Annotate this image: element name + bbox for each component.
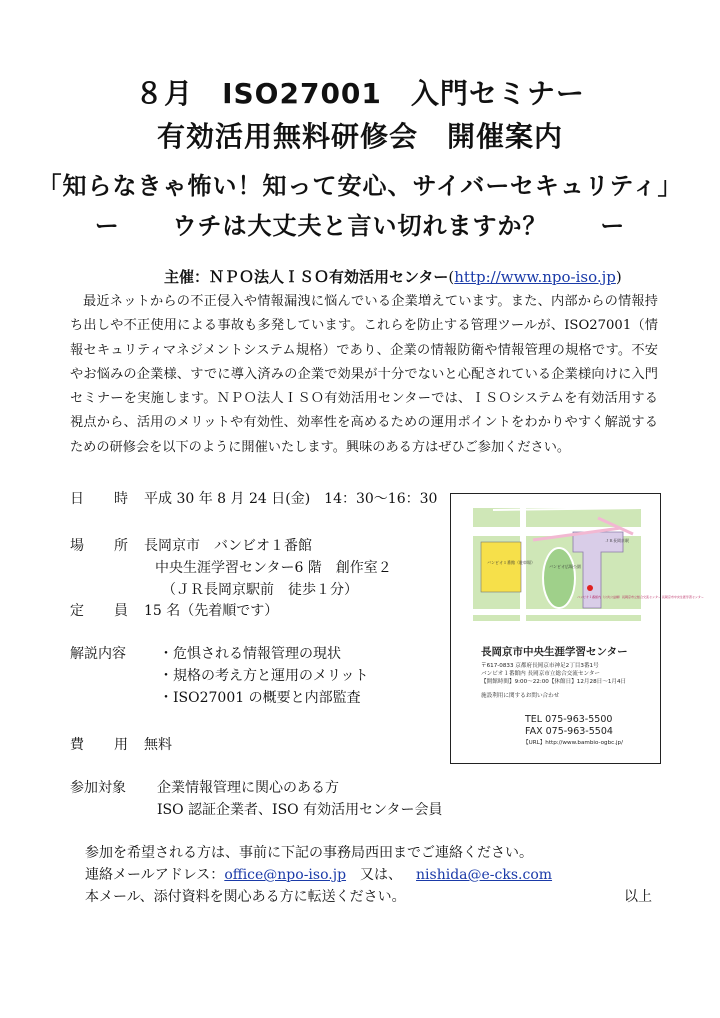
map-label-bambio2: バンビオ広場公園 xyxy=(549,564,581,569)
mail-link-office[interactable]: office@npo-iso.jp xyxy=(224,867,347,883)
title-line-2: 有効活用無料研修会 開催案内 xyxy=(156,120,563,153)
venue-info xyxy=(481,644,628,747)
fee-row xyxy=(70,734,172,754)
place-row xyxy=(70,535,312,555)
place-line-1: 長岡京市 バンビオ１番館 xyxy=(144,538,312,554)
date-label: 日 時 xyxy=(70,491,136,507)
place-line-2: 中央生涯学習センター6 階 創作室２ xyxy=(155,560,392,576)
content-item: ・規格の考え方と運用のメリット xyxy=(159,668,369,684)
mail-label: 連絡メールアドレス： xyxy=(85,867,225,883)
question-text: ウチは大丈夫と言い切れますか？ xyxy=(172,212,548,240)
date-row xyxy=(70,488,438,508)
target-row xyxy=(70,777,144,797)
capacity-value: 15 名（先着順です） xyxy=(144,603,279,619)
fee-label: 費 用 xyxy=(70,737,136,753)
footer-contact xyxy=(85,864,552,884)
venue-map-card xyxy=(450,493,704,764)
venue-title: 長岡京市中央生涯学習センター xyxy=(481,646,628,658)
map-label-jr-station: ＪＲ長岡京駅 xyxy=(605,538,629,543)
venue-building: バンビオ１番館内 長岡京市立総合交流センター xyxy=(481,671,601,677)
footer-request: 参加を希望される方は、事前に下記の事務局西田までご連絡ください。 xyxy=(85,845,533,861)
target-line-2: ISO 認証企業者、ISO 有効活用センター会員 xyxy=(157,802,443,818)
capacity-label: 定 員 xyxy=(70,603,136,619)
subtitle-catchphrase: 「知らなきゃ怖い！知って安心、サイバーセキュリティ」 xyxy=(37,172,683,200)
intro-paragraph: 最近ネットからの不正侵入や情報漏洩に悩んでいる企業増えています。また、内部からの情報持ち出しや不正使用による事故も多発しています。これらを防止する管理ツールが、ISO27001（情報セキュリティマネジメントシステム規格）であり、企業の情報防衛や情報管理の規格です。不安やお悩みの企業様、すでに導入済みの企業で効果が十分でないと心配されている企業様向けに入門セミナーを実施します。ＮＰＯ法人ＩＳＯ有効活用センターでは、ＩＳＯシステムを有効活用する視点から、活用のメリットや有効性、効率性を高めるための運用ポイントをわかりやすく解説するための研修会を以下のように開催いたします。興味のある方はぜひご参加ください。 xyxy=(70,294,658,455)
mail-link-nishida[interactable]: nishida@e-cks.com xyxy=(416,867,553,883)
date-value: 平成 30 年 8 月 24 日(金) 14：30〜16：30 xyxy=(144,491,438,507)
mail-separator: 又は、 xyxy=(360,867,403,883)
paren-close: ) xyxy=(615,268,622,286)
subtitle-question xyxy=(0,206,720,241)
venue-url: 【URL】http://www.bambio-ogbc.jp/ xyxy=(523,740,623,746)
title-line-1: ８月 ISO27001 入門セミナー xyxy=(135,77,585,110)
fee-value: 無料 xyxy=(144,737,172,753)
organizer-url-link[interactable]: http://www.npo-iso.jp xyxy=(454,268,616,286)
place-label: 場 所 xyxy=(70,538,136,554)
capacity-row xyxy=(70,600,279,620)
content-item: ・危惧される情報管理の現状 xyxy=(159,646,341,662)
venue-hours: 【開館時間】9:00〜22:00【休館日】12月28日〜1月4日 xyxy=(481,679,627,685)
paren-open: ( xyxy=(448,268,455,286)
map-svg xyxy=(473,508,704,621)
place-line-3: （ＪＲ長岡京駅前 徒歩１分） xyxy=(162,582,358,598)
footer-forward: 本メール、添付資料を関心ある方に転送ください。 xyxy=(85,889,406,905)
end-mark: 以上 xyxy=(624,889,652,905)
venue-inquiry: 施設利用に関するお問い合わせ xyxy=(481,693,560,699)
target-line-1: 企業情報管理に関心のある方 xyxy=(157,780,339,796)
venue-fax: FAX 075-963-5504 xyxy=(525,726,613,737)
map-label-center: バンビオ１番館内（公共公益棟）長岡京市立総合交流センター 長岡京市中央生涯学習センター xyxy=(577,595,704,599)
dash-left: ー xyxy=(94,212,120,240)
target-label: 参加対象 xyxy=(70,780,126,796)
content-item: ・ISO27001 の概要と内部監査 xyxy=(159,690,361,706)
content-label: 解説内容 xyxy=(70,646,126,662)
dash-right: ー xyxy=(600,212,626,240)
content-row xyxy=(70,643,144,663)
organizer-label: 主催：ＮＰＯ法人ＩＳＯ有効活用センター xyxy=(164,268,449,286)
venue-map-image xyxy=(473,508,704,621)
venue-address: 〒617-0833 京都府長岡京市神足2丁目3番1号 xyxy=(481,663,599,669)
organizer-line xyxy=(164,266,622,287)
venue-tel: TEL 075-963-5500 xyxy=(525,714,613,725)
map-label-bambio1: バンビオ１番館（駐車場） xyxy=(487,560,535,565)
